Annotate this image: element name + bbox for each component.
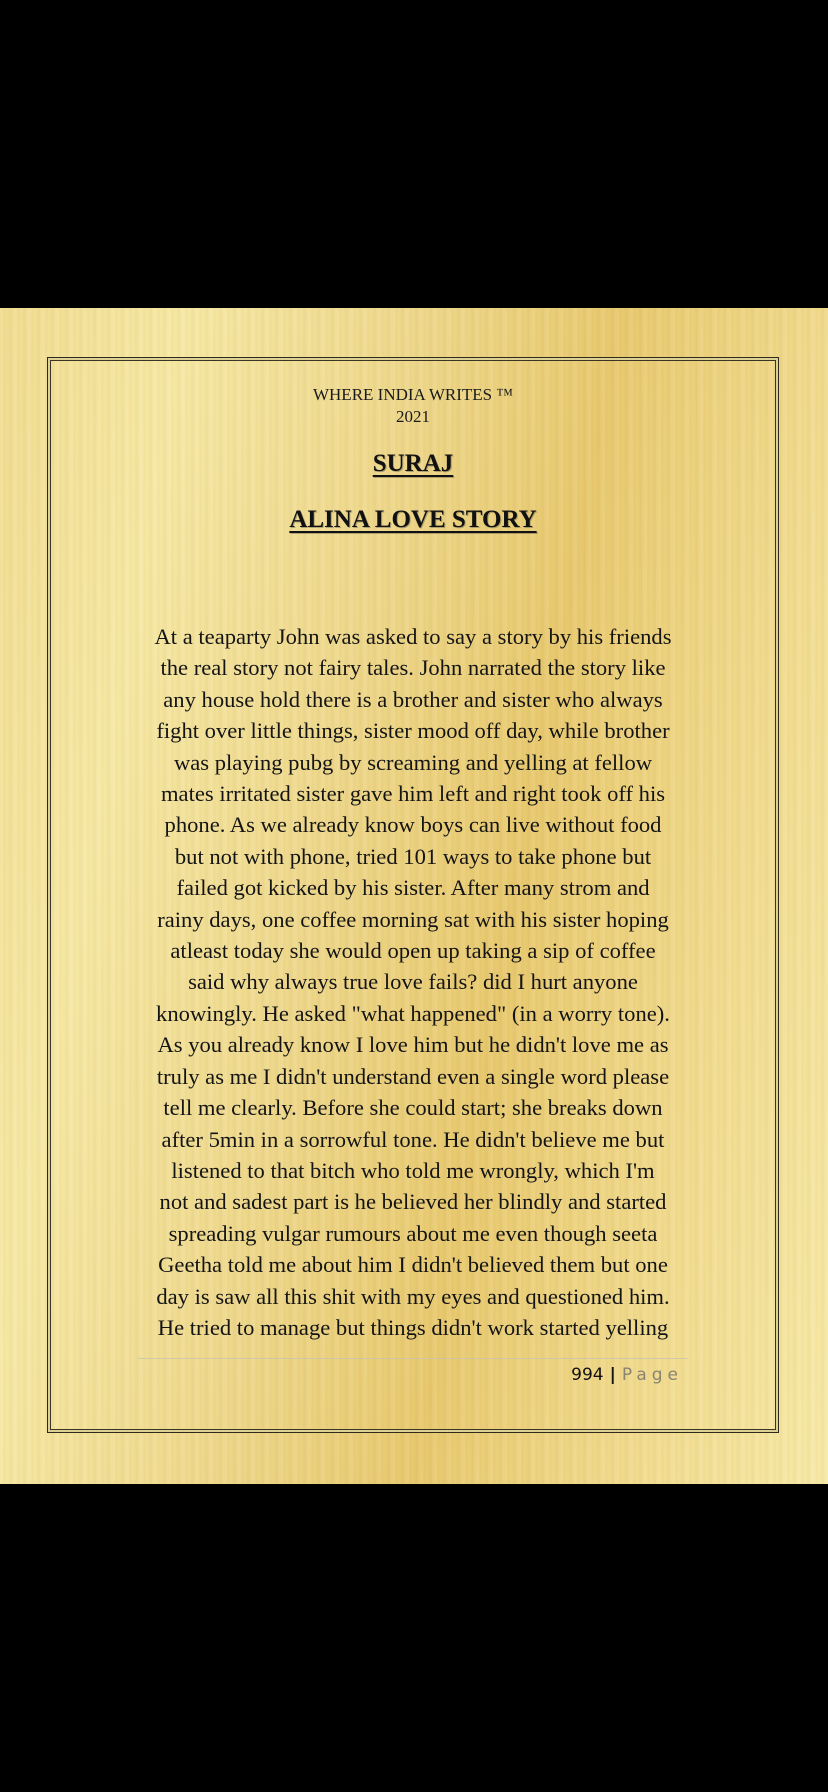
story-line: mates irritated sister gave him left and right took off his [160,781,666,807]
publication-year: 2021 [396,407,430,426]
story-line: phone. As we already know boys can live without food [164,812,662,838]
page-border-frame [47,357,779,1433]
story-line: said why always true love fails? did I hurt anyone [188,969,638,995]
story-line: was playing pubg by screaming and yelling at fellow [173,749,653,775]
story-line: At a teaparty John was asked to say a story by his friends [154,624,672,649]
publisher-header [48,384,778,428]
document-page [0,308,828,1484]
story-line: As you already know I love him but he didn't love me as [157,1032,669,1058]
story-line: not and sadest part is he believed her blindly and started [159,1189,667,1215]
story-line: Geetha told me about him I didn't believed them but one [158,1252,668,1278]
story-line: the real story not fairy tales. John narrated the story like [160,655,666,681]
story-line: knowingly. He asked "what happened" (in a worry tone). [156,1000,670,1026]
story-line: tell me clearly. Before she could start; she breaks down [163,1095,663,1121]
story-line: failed got kicked by his sister. After many strom and [176,875,650,901]
story-line: truly as me I didn't understand even a single word please [156,1063,670,1089]
story-line: atleast today she would open up taking a sip of coffee [170,938,656,964]
story-line: spreading vulgar rumours about me even though seeta [168,1220,658,1246]
story-line: day is saw all this shit with my eyes and questioned him. [156,1283,670,1309]
story-line: after 5min in a sorrowful tone. He didn't believe me but [161,1126,665,1152]
story-line: fight over little things, sister mood off day, while brother [156,718,670,744]
story-body [128,621,698,1343]
story-line: any house hold there is a brother and sister who always [163,686,663,712]
page-number: 994 [571,1365,604,1385]
story-line: listened to that bitch who told me wrongly, which I'm [171,1157,655,1183]
story-line: He tried to manage but things didn't work started yelling [157,1314,669,1340]
page-label: Page [621,1365,683,1385]
footer-separator [138,1358,688,1359]
publisher-name: WHERE INDIA WRITES ™ [312,385,513,404]
author-title: SURAJ [372,450,454,477]
page-footer [571,1365,683,1385]
story-line: but not with phone, tried 101 ways to take phone but [174,843,652,869]
story-line: rainy days, one coffee morning sat with his sister hoping [157,906,669,932]
footer-pipe: | [609,1365,616,1385]
story-title: ALINA LOVE STORY [289,506,537,533]
